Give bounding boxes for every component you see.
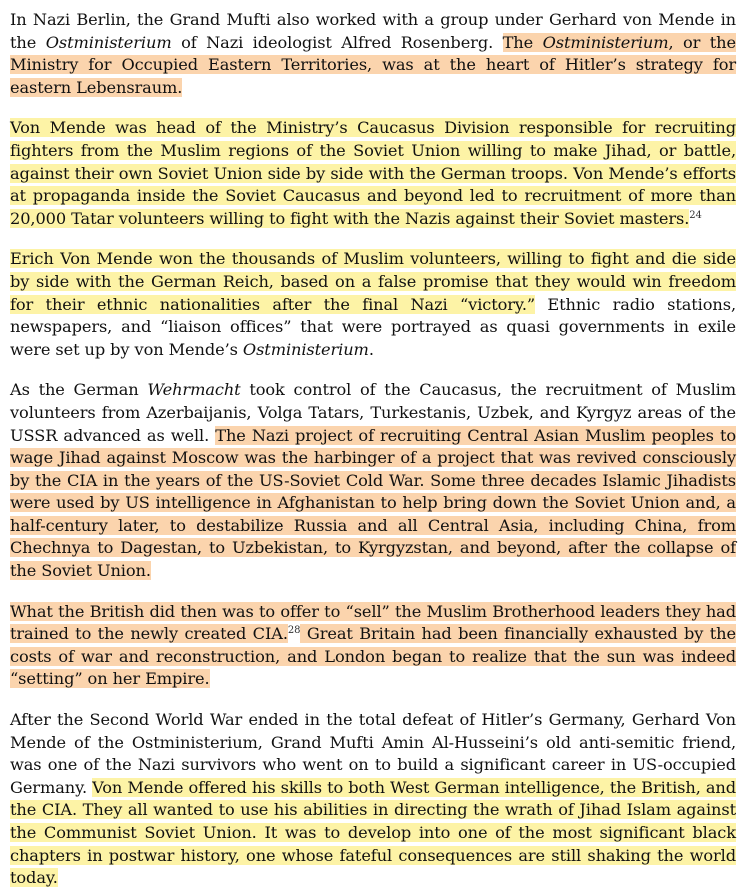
highlight-yellow: Von Mende offered his skills to both West German intelligence, the British, and the CIA. They all wanted to use his abilities in directing the wrath of Jihad Islam against the Communist Soviet Union. It was to develop into one of the most significant black chapters in postwar history, one whose fateful consequences are still shaking the world today. [10, 777, 737, 888]
paragraph-5 [10, 601, 736, 691]
highlight-orange: Ostministerium [542, 32, 669, 52]
text-run: of Nazi ideologist Alfred Rosenberg. [171, 32, 503, 52]
paragraph-3 [10, 248, 736, 361]
highlight-orange: were used by US intelligence in Afghanistan to help bring down the Soviet Union and, a half-century later, to destabilize Russia and all Central Asia, including China, from Chechnya to Dagestan, to Uzbekistan, to Kyrgyzstan, and beyond, after the collapse of the Soviet Union. [10, 493, 736, 581]
text-run: took control of the Caucasus, the recruitment of Muslim volunteers from Azerbaijanis, Volga Tatars, Turkestanis, Uzbek, and Kyrgyz areas of the USSR advanced as well. [10, 380, 736, 445]
paragraph-1 [10, 9, 736, 99]
highlight-orange: The Nazi project of recruiting Central Asian Muslim peoples to wage Jihad against Moscow was the harbinger of a project that was revived consciously by the CIA in the years of the US-Soviet Cold War. Some three decades Islamic Jihadists [10, 425, 736, 490]
paragraph-2 [10, 117, 736, 230]
text-run: In Nazi Berlin, the Grand Mufti also worked with a group under Gerhard von Mende in the [10, 10, 736, 52]
text-run: . [368, 339, 374, 359]
highlight-orange: What the British did then was to offer to “sell” the Muslim Brotherhood leaders they had trained to the newly created CIA. [10, 601, 736, 644]
highlight-yellow: Von Mende was head of the Ministry’s Caucasus Division responsible for recruiting fighters from the Muslim regions of the Soviet Union willing to make Jihad, or battle, against their own Soviet Union side by side with the German troops. Von Mende’s efforts at propaganda inside the Soviet Caucasus and beyond led to recruitment of more than 20,000 Tatar volunteers willing to fight with the Nazis against their Soviet masters. [10, 118, 736, 228]
footnote-ref: 28 [287, 625, 301, 637]
highlight-orange: Great Britain had been financially exhausted by the costs of war and reconstruction, and London began to realize that the sun was indeed “setting” on her Empire. [10, 624, 736, 689]
text-run: Ethnic radio stations, newspapers, and “liaison offices” that were portrayed as quasi governments in exile were set up by von Mende’s [10, 294, 736, 359]
text-run: As the German [10, 380, 148, 400]
italic-text: Ostministerium [242, 339, 369, 359]
paragraph-6 [10, 709, 736, 890]
italic-text: Wehrmacht [147, 380, 241, 400]
paragraph-4 [10, 379, 736, 582]
highlight-orange: , or the Ministry for Occupied Eastern Territories, was at the heart of Hitler’s strategy for eastern Lebensraum. [10, 32, 736, 97]
footnote-ref: 24 [689, 209, 702, 221]
italic-text: Ostministerium [45, 32, 172, 52]
highlight-yellow: Erich Von Mende won the thousands of Muslim volunteers, willing to fight and die side by side with the German Reich, based on a false promise that they would win freedom for their ethnic nationalities after the final Nazi “victory.” [10, 249, 736, 314]
text-run: After the Second World War ended in the total defeat of Hitler’s Germany, Gerhard Von Mende of the Ostministerium, Grand Mufti Amin Al-Husseini’s old anti-semitic friend, was one of the Nazi survivors who went on to build a significant career in US-occupied Germany. [10, 710, 736, 797]
highlight-orange: The [502, 32, 543, 52]
